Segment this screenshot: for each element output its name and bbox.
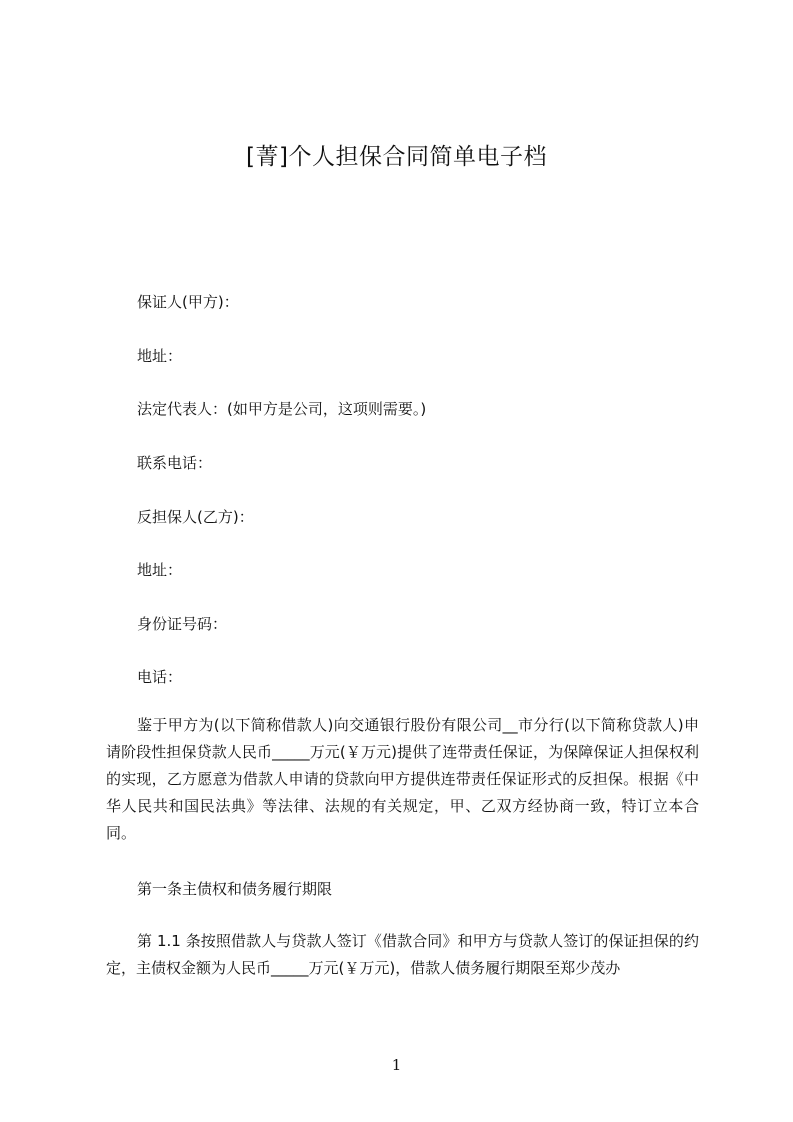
page-number: 1 [391,1056,402,1074]
document-title: [菁]个人担保合同简单电子档 [246,144,547,170]
article-1-1-paragraph: 第 1.1 条按照借款人与贷款人签订《借款合同》和甲方与贷款人签订的保证担保的约定，主债权金额为人民币_____万元(￥万元)，借款人债务履行期限至郑少茂办 [106,932,699,977]
id-number-label: 身份证号码： [137,615,228,633]
counter-guarantor-address-label: 地址： [137,561,183,579]
phone-label: 电话： [137,668,183,686]
guarantor-address-label: 地址： [137,347,183,365]
article-1-heading: 第一条主债权和债务履行期限 [137,880,333,898]
counter-guarantor-label: 反担保人(乙方)： [137,508,254,526]
contact-phone-label: 联系电话： [137,454,213,472]
guarantor-label: 保证人(甲方)： [137,293,239,311]
legal-representative-label: 法定代表人：(如甲方是公司，这项则需要。) [137,400,427,418]
preamble-paragraph: 鉴于甲方为(以下简称借款人)向交通银行股份有限公司__市分行(以下简称贷款人)申请阶段性担保贷款人民币_____万元(￥万元)提供了连带责任保证，为保障保证人担保权利的实现，乙方愿意为借款人申请的贷款向甲方提供连带责任保证形式的反担保。根据《中华人民共和国民法典》等法律、法规的有关规定，甲、乙双方经协商一致，特订立本合同。 [106,716,699,842]
